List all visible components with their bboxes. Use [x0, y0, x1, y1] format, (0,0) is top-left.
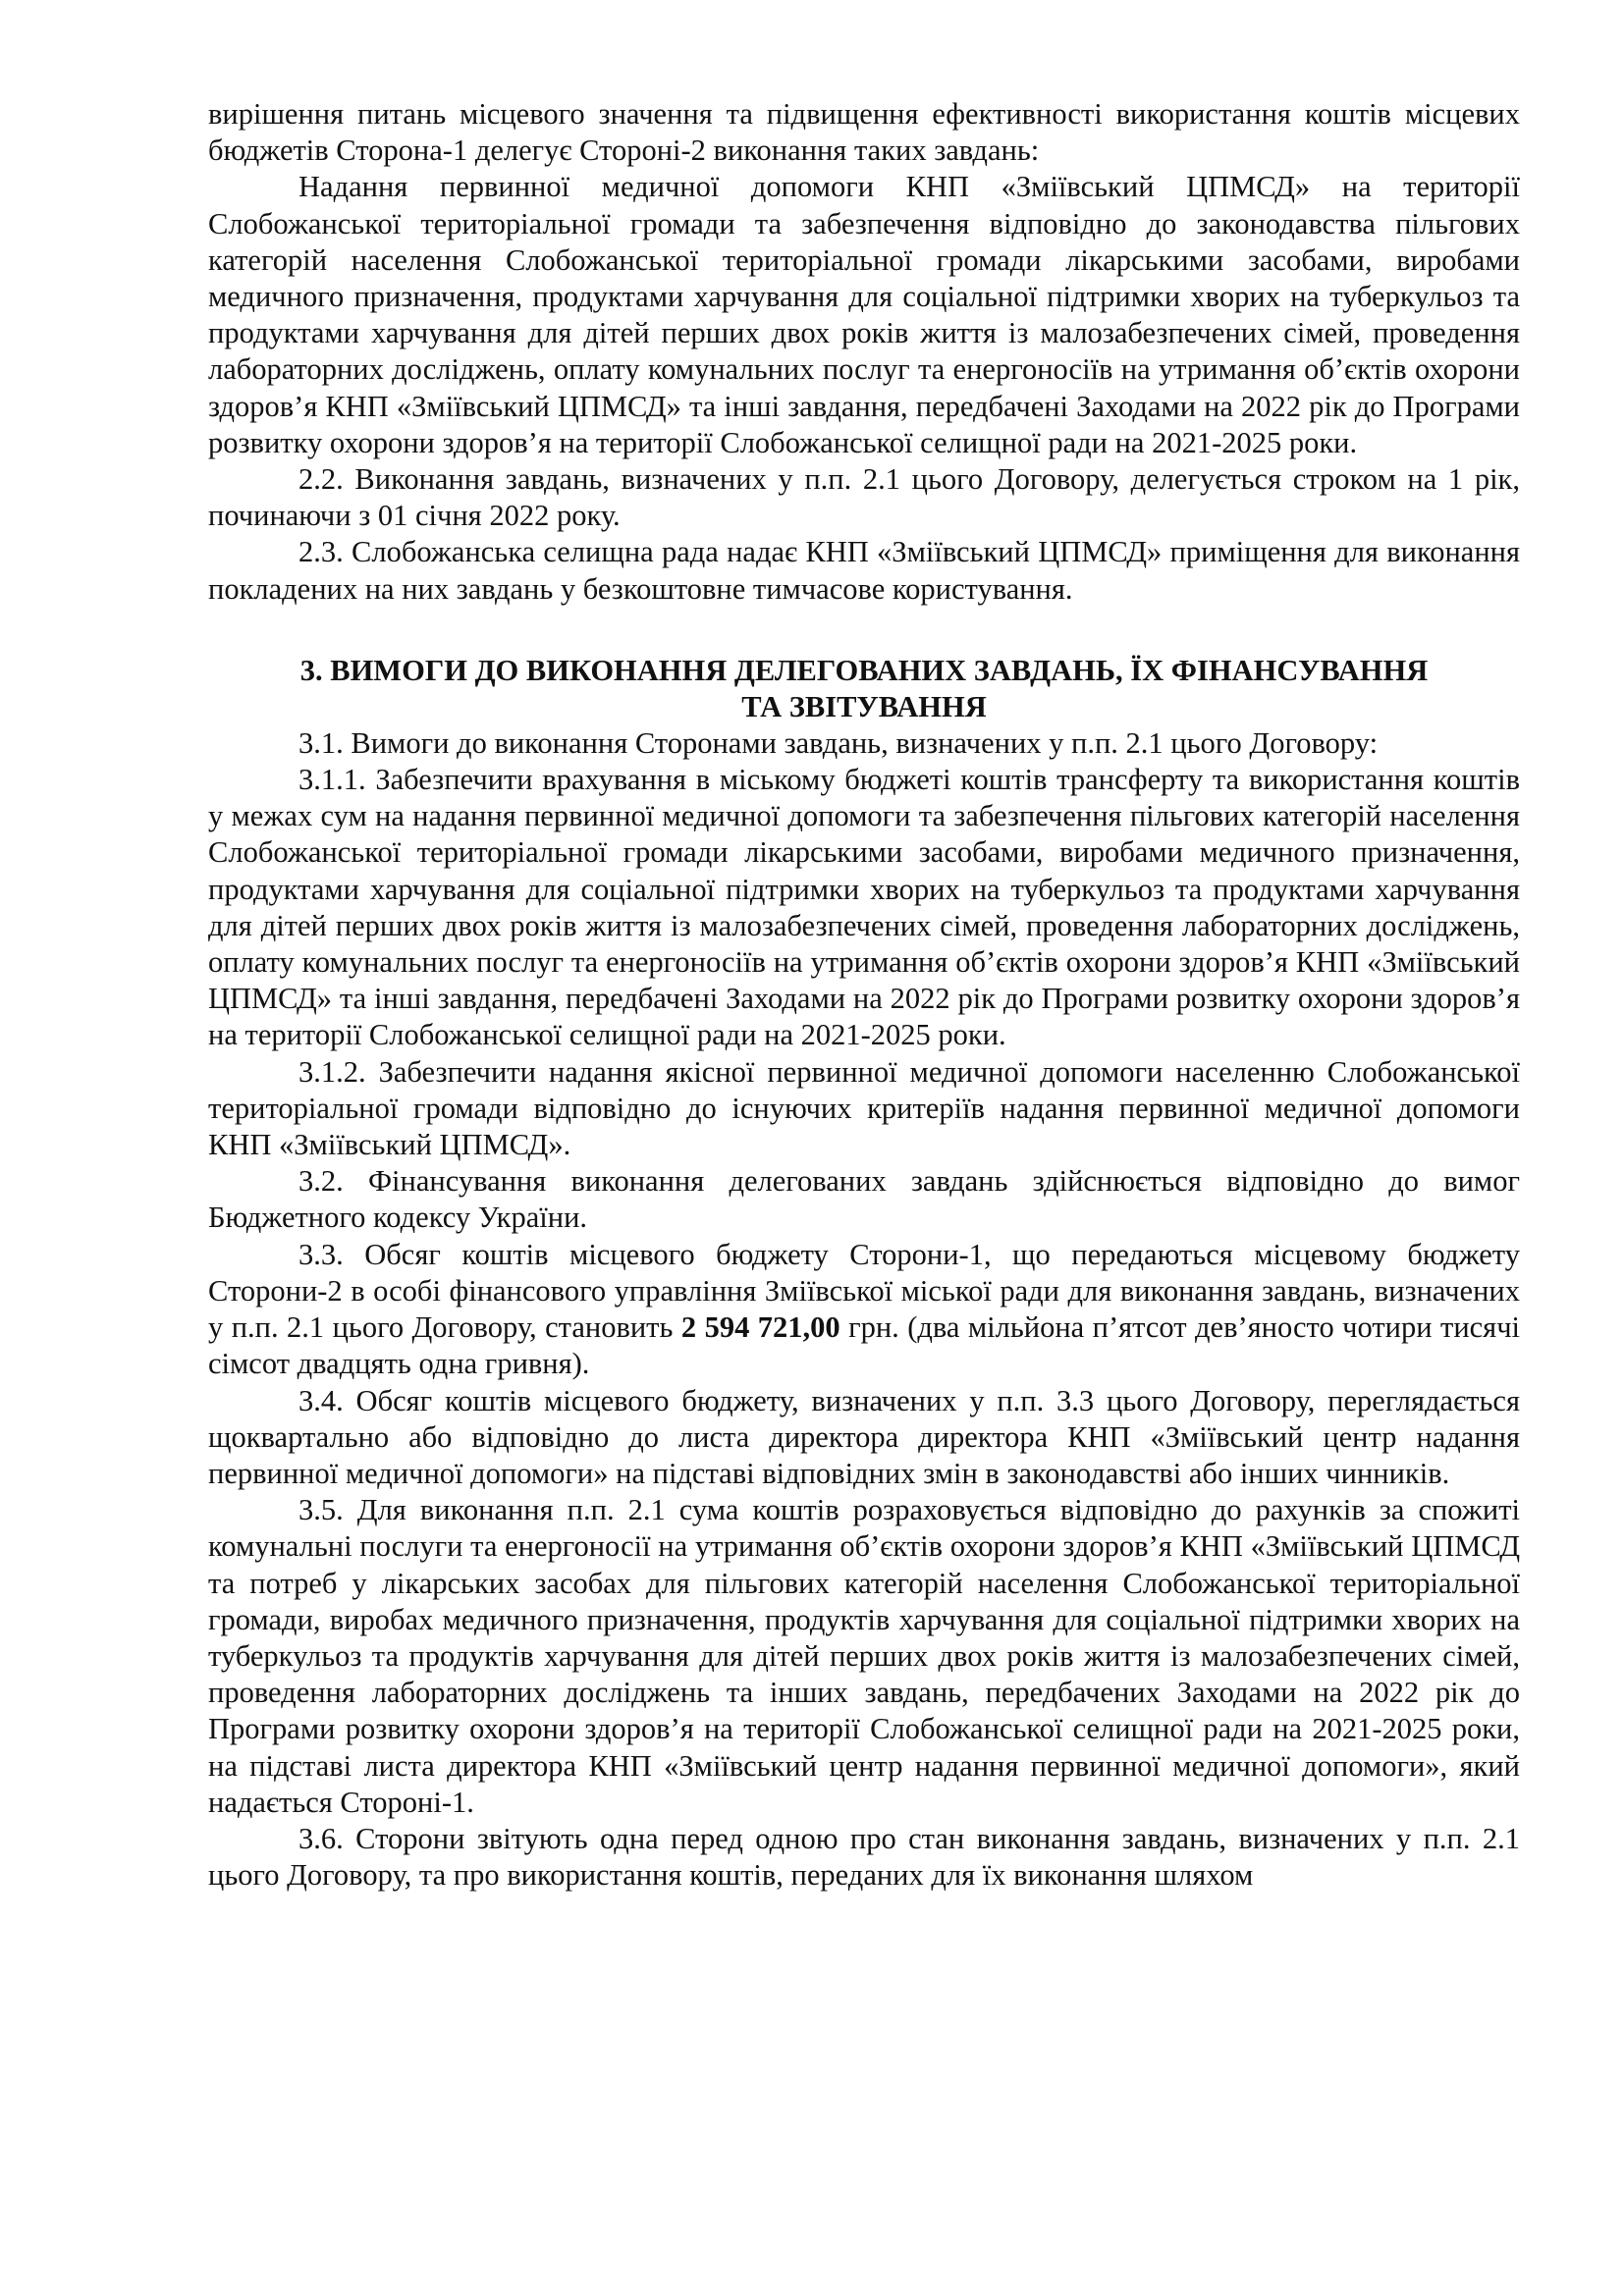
clause-3-5: 3.5. Для виконання п.п. 2.1 сума коштів розраховується відповідно до рахунків за спожиті комунальні послуги та енергоносії на утримання об’єктів охорони здоров’я КНП «Зміївський ЦПМСД та потреб у лікарських засобах для пільгових категорій населення Слобожанської територіальної громади, виробах медичного призначення, продуктів харчування для соціальної підтримки хворих на туберкульоз та продуктів харчування для дітей перших двох років життя із малозабезпечених сімей, проведення лабораторних досліджень та інших завдань, передбачених Заходами на 2022 рік до Програми розвитку охорони здоров’я на території Слобожанської селищної ради на 2021-2025 роки, на підставі листа директора КНП «Зміївський центр надання первинної медичної допомоги», який надається Стороні-1.	[208, 1493, 1520, 1819]
clause-3-3-amount: 2 594 721,00	[680, 1310, 840, 1345]
section3-heading-line2: ТА ЗВІТУВАННЯ	[741, 689, 987, 723]
clause-3-2: 3.2. Фінансування виконання делегованих завдань здійснюється відповідно до вимог Бюджетного кодексу України.	[208, 1164, 1520, 1235]
section2-intro-paragraph: вирішення питань місцевого значення та підвищення ефективності використання коштів місцевих бюджетів Сторона-1 делегує Стороні-2 виконання таких завдань:	[208, 97, 1520, 168]
section3-heading	[208, 653, 1520, 725]
clause-3-1: 3.1. Вимоги до виконання Сторонами завдань, визначених у п.п. 2.1 цього Договору:	[298, 725, 1379, 760]
clause-3-6: 3.6. Сторони звітують одна перед одною про стан виконання завдань, визначених у п.п. 2.1 цього Договору, та про використання коштів, переданих для їх виконання шляхом	[208, 1821, 1520, 1893]
clause-2-2: 2.2. Виконання завдань, визначених у п.п. 2.1 цього Договору, делегується строком на 1 рік, починаючи з 01 січня 2022 року.	[208, 462, 1520, 533]
clause-3-1-1: 3.1.1. Забезпечити врахування в міському бюджеті коштів трансферту та використання коштів у межах сум на надання первинної медичної допомоги та забезпечення пільгових категорій населення Слобожанської територіальної громади лікарськими засобами, виробами медичного призначення, продуктами харчування для соціальної підтримки хворих на туберкульоз та продуктами харчування для дітей перших двох років життя із малозабезпечених сімей, проведення лабораторних досліджень, оплату комунальних послуг та енергоносіїв на утримання об’єктів охорони здоров’я КНП «Зміївський ЦПМСД» та інші завдання, передбачені Заходами на 2022 рік до Програми розвитку охорони здоров’я на території Слобожанської селищної ради на 2021-2025 роки.	[208, 763, 1520, 1052]
clause-3-3-text-before: 3.3. Обсяг коштів місцевого бюджету Сторони-1, що передаються місцевому бюджету Сторони-2 в особі фінансового управління Зміївської міської ради для виконання завдань, визначених у п.п. 2.1 цього Договору, становить	[208, 1237, 1520, 1345]
clause-3-3	[208, 1237, 1520, 1383]
clause-3-4: 3.4. Обсяг коштів місцевого бюджету, визначених у п.п. 3.3 цього Договору, переглядається щоквартально або відповідно до листа директора директора КНП «Зміївський центр надання первинної медичної допомоги» на підставі відповідних змін в законодавстві або інших чинників.	[208, 1383, 1520, 1490]
clause-2-3: 2.3. Слобожанська селищна рада надає КНП «Зміївський ЦПМСД» приміщення для виконання покладених на них завдань у безкоштовне тимчасове користування.	[208, 535, 1520, 606]
document-page	[208, 96, 1520, 1894]
section3-heading-line1: 3. ВИМОГИ ДО ВИКОНАННЯ ДЕЛЕГОВАНИХ ЗАВДАНЬ, ЇХ ФІНАНСУВАННЯ	[299, 653, 1429, 687]
clause-3-3-text-after: грн. (два мільйона п’ятсот дев’яносто чотири тисячі сімсот двадцять одна гривня).	[208, 1310, 1521, 1381]
clause-3-1-2: 3.1.2. Забезпечити надання якісної первинної медичної допомоги населенню Слобожанської територіальної громади відповідно до існуючих критеріїв надання первинної медичної допомоги КНП «Зміївський ЦПМСД».	[208, 1054, 1520, 1162]
delegated-task-paragraph: Надання первинної медичної допомоги КНП «Зміївський ЦПМСД» на території Слобожанської територіальної громади та забезпечення відповідно до законодавства пільгових категорій населення Слобожанської територіальної громади лікарськими засобами, виробами медичного призначення, продуктами харчування для соціальної підтримки хворих на туберкульоз та продуктами харчування для дітей перших двох років життя із малозабезпечених сімей, проведення лабораторних досліджень, оплату комунальних послуг та енергоносіїв на утримання об’єктів охорони здоров’я КНП «Зміївський ЦПМСД» та інші завдання, передбачені Заходами на 2022 рік до Програми розвитку охорони здоров’я на території Слобожанської селищної ради на 2021-2025 роки.	[208, 170, 1520, 459]
